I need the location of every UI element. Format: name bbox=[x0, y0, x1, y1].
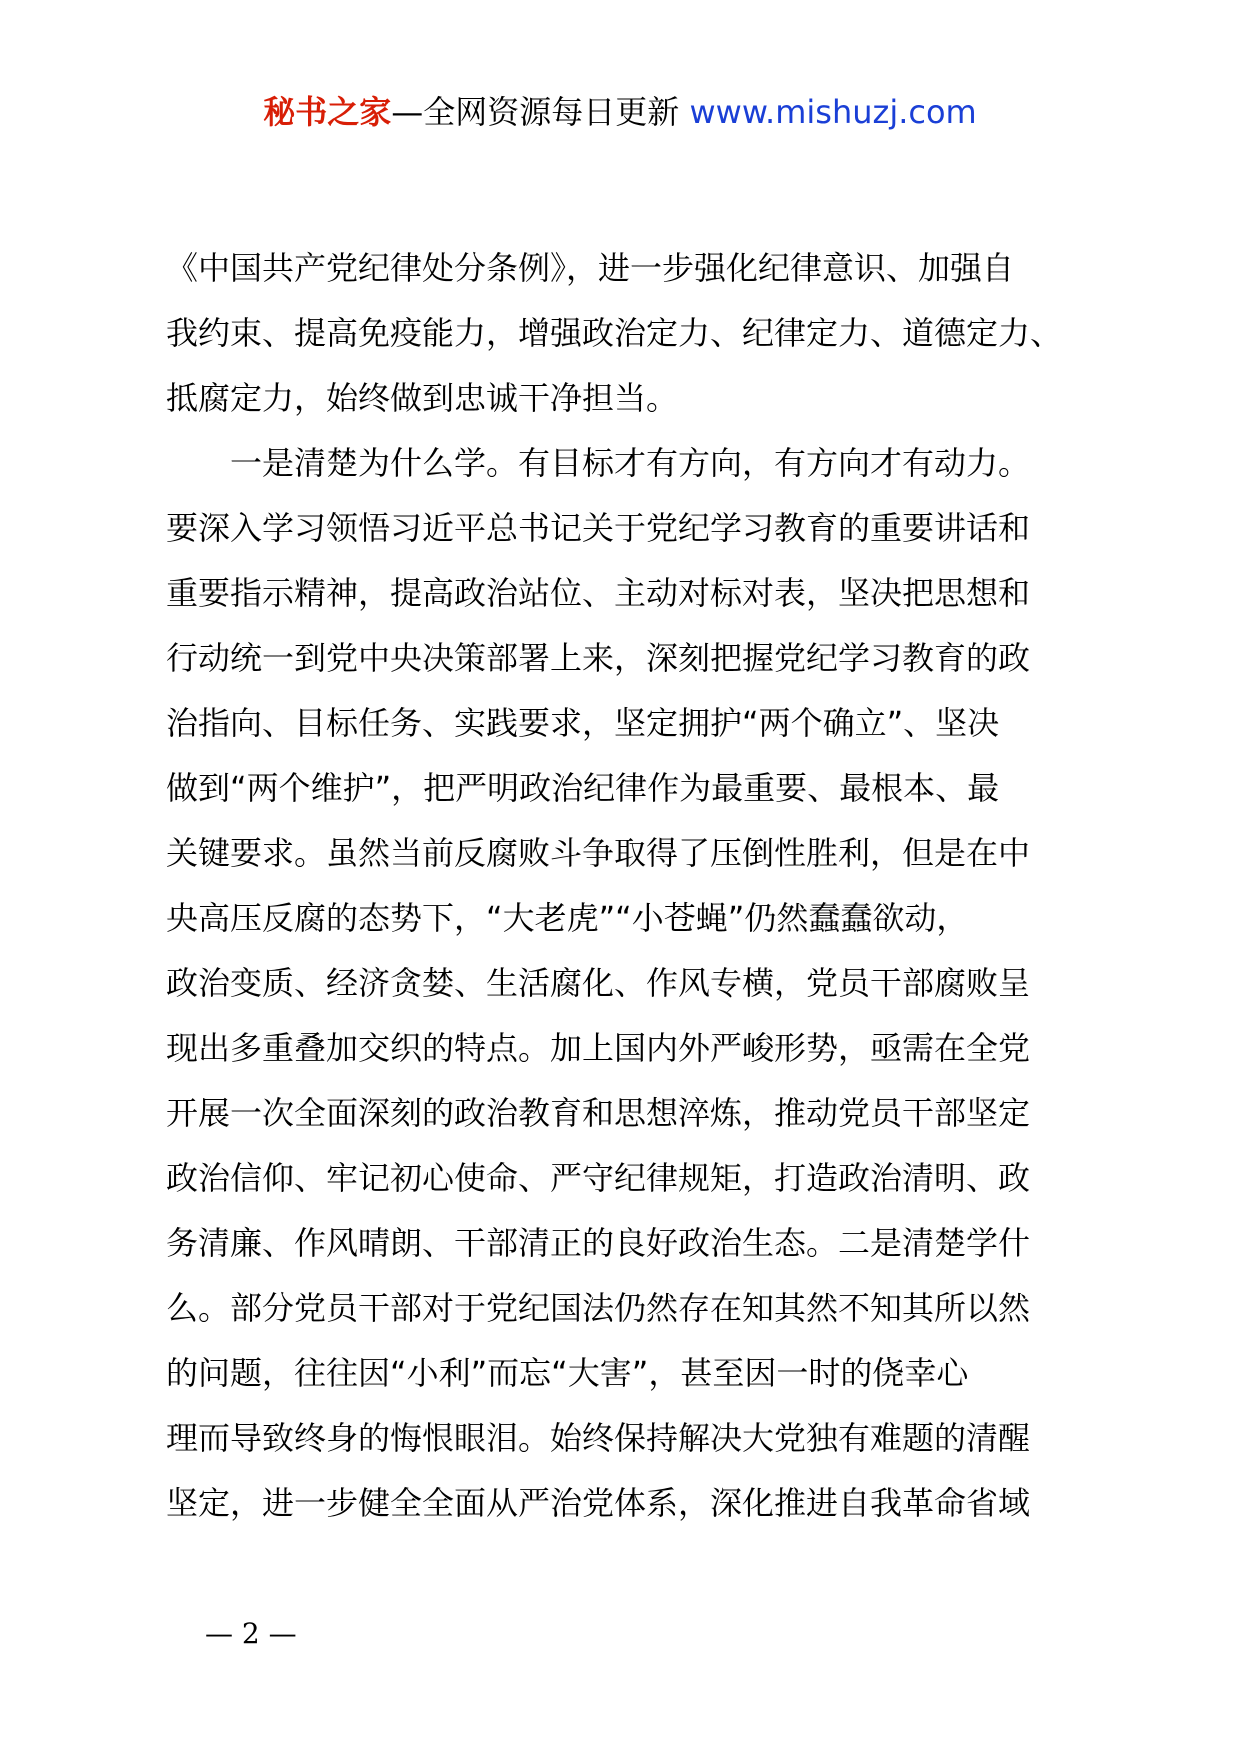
site-tagline: —全网资源每日更新 bbox=[391, 93, 690, 131]
text-line: 政治变质、经济贪婪、生活腐化、作风专横，党员干部腐败呈 bbox=[166, 964, 1031, 1002]
text-line: 《中国共产党纪律处分条例》，进一步强化纪律意识、加强自 bbox=[166, 249, 1015, 287]
text-line: 行动统一到党中央决策部署上来，深刻把握党纪学习教育的政 bbox=[166, 639, 1031, 677]
text-line: 抵腐定力，始终做到忠诚干净担当。 bbox=[166, 379, 679, 417]
document-body bbox=[166, 236, 1106, 1536]
text-line: 关键要求。虽然当前反腐败斗争取得了压倒性胜利，但是在中 bbox=[166, 834, 1031, 872]
text-line: 要深入学习领悟习近平总书记关于党纪学习教育的重要讲话和 bbox=[166, 509, 1031, 547]
text-line: 务清廉、作风晴朗、干部清正的良好政治生态。二是清楚学什 bbox=[166, 1224, 1031, 1262]
text-line: 做到“两个维护”，把严明政治纪律作为最重要、最根本、最 bbox=[166, 769, 1000, 807]
text-line: 政治信仰、牢记初心使命、严守纪律规矩，打造政治清明、政 bbox=[166, 1159, 1031, 1197]
site-brand: 秘书之家 bbox=[263, 93, 392, 131]
text-line: 央高压反腐的态势下，“大老虎”“小苍蝇”仍然蠢蠢欲动， bbox=[166, 899, 969, 937]
text-line: 开展一次全面深刻的政治教育和思想淬炼，推动党员干部坚定 bbox=[166, 1094, 1031, 1132]
text-line: 么。部分党员干部对于党纪国法仍然存在知其然不知其所以然 bbox=[166, 1289, 1031, 1327]
text-line: 一是清楚为什么学。有目标才有方向，有方向才有动力。 bbox=[166, 444, 1031, 482]
text-line: 我约束、提高免疫能力，增强政治定力、纪律定力、道德定力、 bbox=[166, 314, 1063, 352]
text-line: 治指向、目标任务、实践要求，坚定拥护“两个确立”、坚决 bbox=[166, 704, 1000, 742]
site-url-link[interactable]: www.mishuzj.com bbox=[689, 93, 977, 131]
page-number: — 2 — bbox=[205, 1617, 297, 1650]
text-line: 重要指示精神，提高政治站位、主动对标对表，坚决把思想和 bbox=[166, 574, 1031, 612]
site-header bbox=[0, 88, 1240, 136]
text-line: 现出多重叠加交织的特点。加上国内外严峻形势，亟需在全党 bbox=[166, 1029, 1031, 1067]
text-line: 坚定，进一步健全全面从严治党体系，深化推进自我革命省域 bbox=[166, 1484, 1031, 1522]
text-line: 的问题，往往因“小利”而忘“大害”，甚至因一时的侥幸心 bbox=[166, 1354, 969, 1392]
text-line: 理而导致终身的悔恨眼泪。始终保持解决大党独有难题的清醒 bbox=[166, 1419, 1031, 1457]
